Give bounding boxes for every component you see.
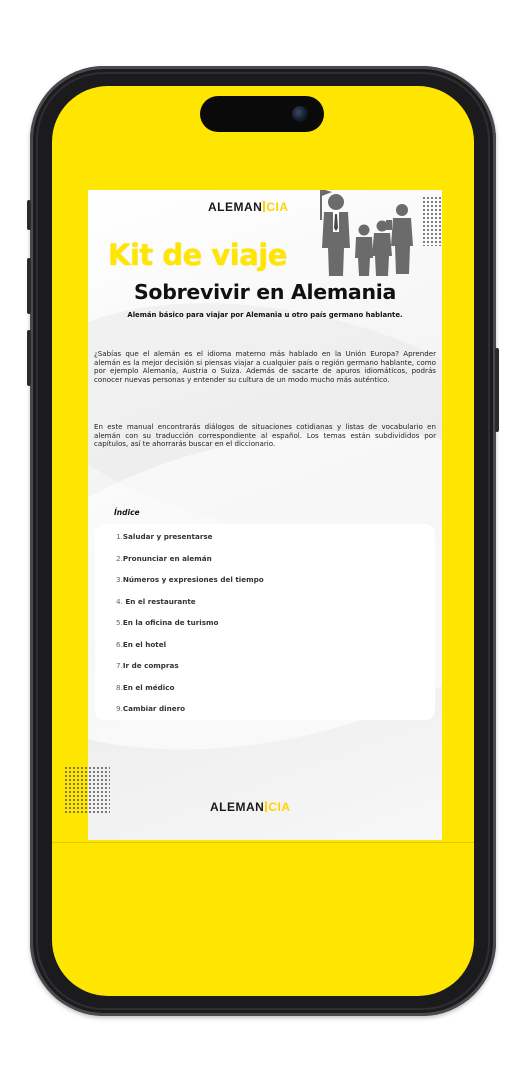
mute-switch	[27, 200, 31, 230]
toc-item-1[interactable]: 1.Saludar y presentarse	[116, 532, 213, 541]
tourist-group-illustration	[314, 190, 432, 280]
document-page[interactable]	[88, 190, 442, 840]
table-of-contents	[95, 524, 435, 720]
dynamic-island	[200, 96, 324, 132]
toc-item-5[interactable]: 5.En la oficina de turismo	[116, 618, 219, 627]
intro-paragraph-1: ¿Sabías que el alemán es el idioma materno más hablado en la Unión Europa? Aprender alemán es la mejor decisión si piensas viajar a cualquier país o región germano hablante, como por ejemplo Alemania, Austria o Suiza. Además de sacarte de apuros idiomáticos, podrás conocer nuevas personas y entender su cultura de un modo mucho más auténtico.	[94, 349, 436, 384]
toc-item-3[interactable]: 3.Números y expresiones del tiempo	[116, 575, 264, 584]
toc-item-8[interactable]: 8.En el médico	[116, 682, 175, 692]
power-button	[495, 348, 499, 432]
index-heading: Índice	[114, 508, 140, 517]
volume-up-button	[27, 258, 31, 314]
toc-item-6[interactable]: 6.En el hotel	[116, 639, 167, 649]
toc-item-2[interactable]: 2.Pronunciar en alemán	[116, 553, 212, 563]
dot-pattern	[64, 766, 110, 814]
volume-down-button	[27, 330, 31, 386]
brand-logo-top: ALEMAN CIA	[208, 200, 289, 214]
toc-item-9[interactable]: 9.Cambiar dinero	[116, 704, 186, 713]
page-subtitle: Alemán básico para viajar por Alemania u otro país germano hablante.	[127, 311, 403, 319]
page-title: Sobrevivir en Alemania	[133, 280, 397, 304]
intro-paragraph-2: En este manual encontrarás diálogos de situaciones cotidianas y listas de vocabulario en alemán con su traducción correspondiente al español. Los temas están subdivididos por capítulos, así te ahorrarás buscar en el diccionario.	[94, 422, 436, 448]
kicker-title: Kit de viaje	[108, 238, 287, 272]
camera-icon	[292, 106, 308, 122]
toc-item-7[interactable]: 7.Ir de compras	[116, 661, 179, 670]
toc-item-4[interactable]: 4. En el restaurante	[116, 596, 196, 606]
brand-logo-bottom: ALEMAN CIA	[210, 800, 291, 814]
screen-divider	[52, 842, 474, 843]
